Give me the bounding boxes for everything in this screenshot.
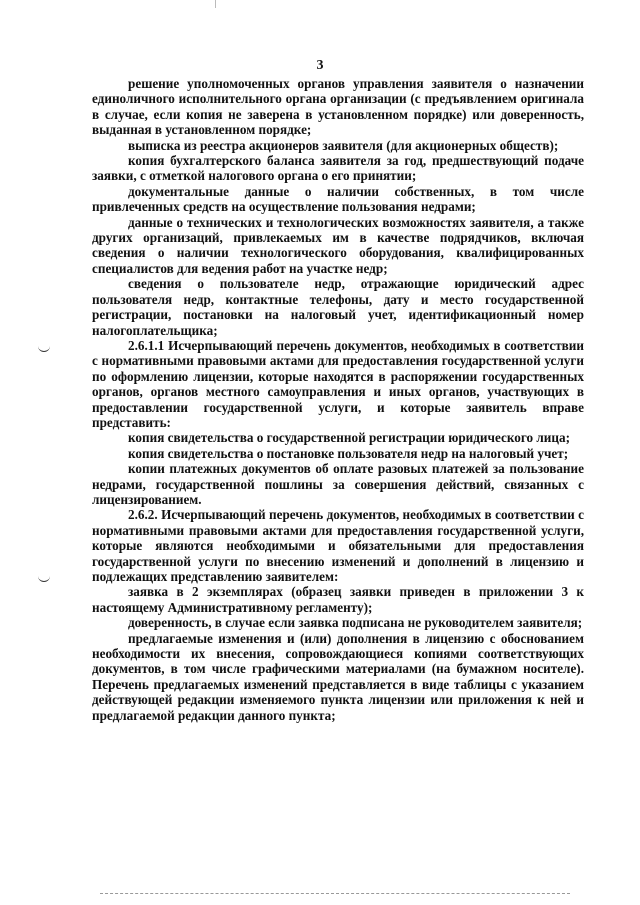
paragraph: копии платежных документов об оплате разовых платежей за пользование недрами, государственной пошлины за совершения действий, связанных с лицензированием. — [92, 461, 584, 507]
paragraph: решение уполномоченных органов управления заявителя о назначении единоличного исполнительного органа организации (с предъявлением оригинала в случае, если копия не заверена в установленном порядке) или доверенность, выданная в установленном порядке; — [92, 76, 584, 138]
paragraph: заявка в 2 экземплярах (образец заявки приведен в приложении 3 к настоящему Административному регламенту); — [92, 584, 584, 615]
binder-hole-mark — [38, 576, 50, 582]
paragraph: сведения о пользователе недр, отражающие юридический адрес пользователя недр, контактные телефоны, дату и место государственной регистрации, постановки на налоговый учет, идентификационный номер налогоплательщика; — [92, 276, 584, 338]
scan-artifact-top — [215, 0, 216, 8]
paragraph: доверенность, в случае если заявка подписана не руководителем заявителя; — [128, 615, 583, 631]
paragraph: документальные данные о наличии собственных, в том числе привлеченных средств на осуществление пользования недрами; — [92, 183, 584, 215]
document-body — [92, 76, 584, 723]
paragraph: копия бухгалтерского баланса заявителя за год, предшествующий подаче заявки, с отметкой налогового органа о его принятии; — [92, 153, 584, 184]
paragraph: предлагаемые изменения и (или) дополнения в лицензию с обоснованием необходимости их внесения, сопровождающиеся копиями соответствующих документов, в том числе графическими материалами (на бумажном носителе). Перечень предлагаемых изменений представляется в виде таблицы с указанием действующей редакции изменяемого пункта лицензии или приложения к ней и предлагаемой редакции данного пункта; — [92, 630, 584, 723]
paragraph: копия свидетельства о государственной регистрации юридического лица; — [128, 430, 570, 446]
paragraph: выписка из реестра акционеров заявителя (для акционерных обществ); — [128, 137, 559, 153]
section-paragraph: 2.6.2. Исчерпывающий перечень документов, необходимых в соответствии с нормативными правовыми актами для предоставления государственной услуги, которые являются необходимыми и обязательными для предоставления государственной услуги по внесению изменений и дополнений в лицензию и подлежащих представлению заявителем: — [92, 507, 584, 584]
scan-artifact-bottom — [100, 893, 570, 894]
section-paragraph: 2.6.1.1 Исчерпывающий перечень документов, необходимых в соответствии с нормативными правовыми актами для предоставления государственной услуги по оформлению лицензии, которые находятся в распоряжении государственных органов, органов местного самоуправления и иных органов, участвующих в предоставлении государственной услуги, и которые заявитель вправе представить: — [92, 337, 584, 430]
paragraph: копия свидетельства о постановке пользователя недр на налоговый учет; — [128, 445, 569, 461]
page-number: 3 — [316, 58, 324, 73]
paragraph: данные о технических и технологических возможностях заявителя, а также других организаций, привлекаемых им в качестве подрядчиков, включая сведения о наличии технологического оборудования, квалифицированных специалистов для ведения работ на участке недр; — [92, 214, 584, 276]
binder-hole-mark — [38, 346, 50, 352]
